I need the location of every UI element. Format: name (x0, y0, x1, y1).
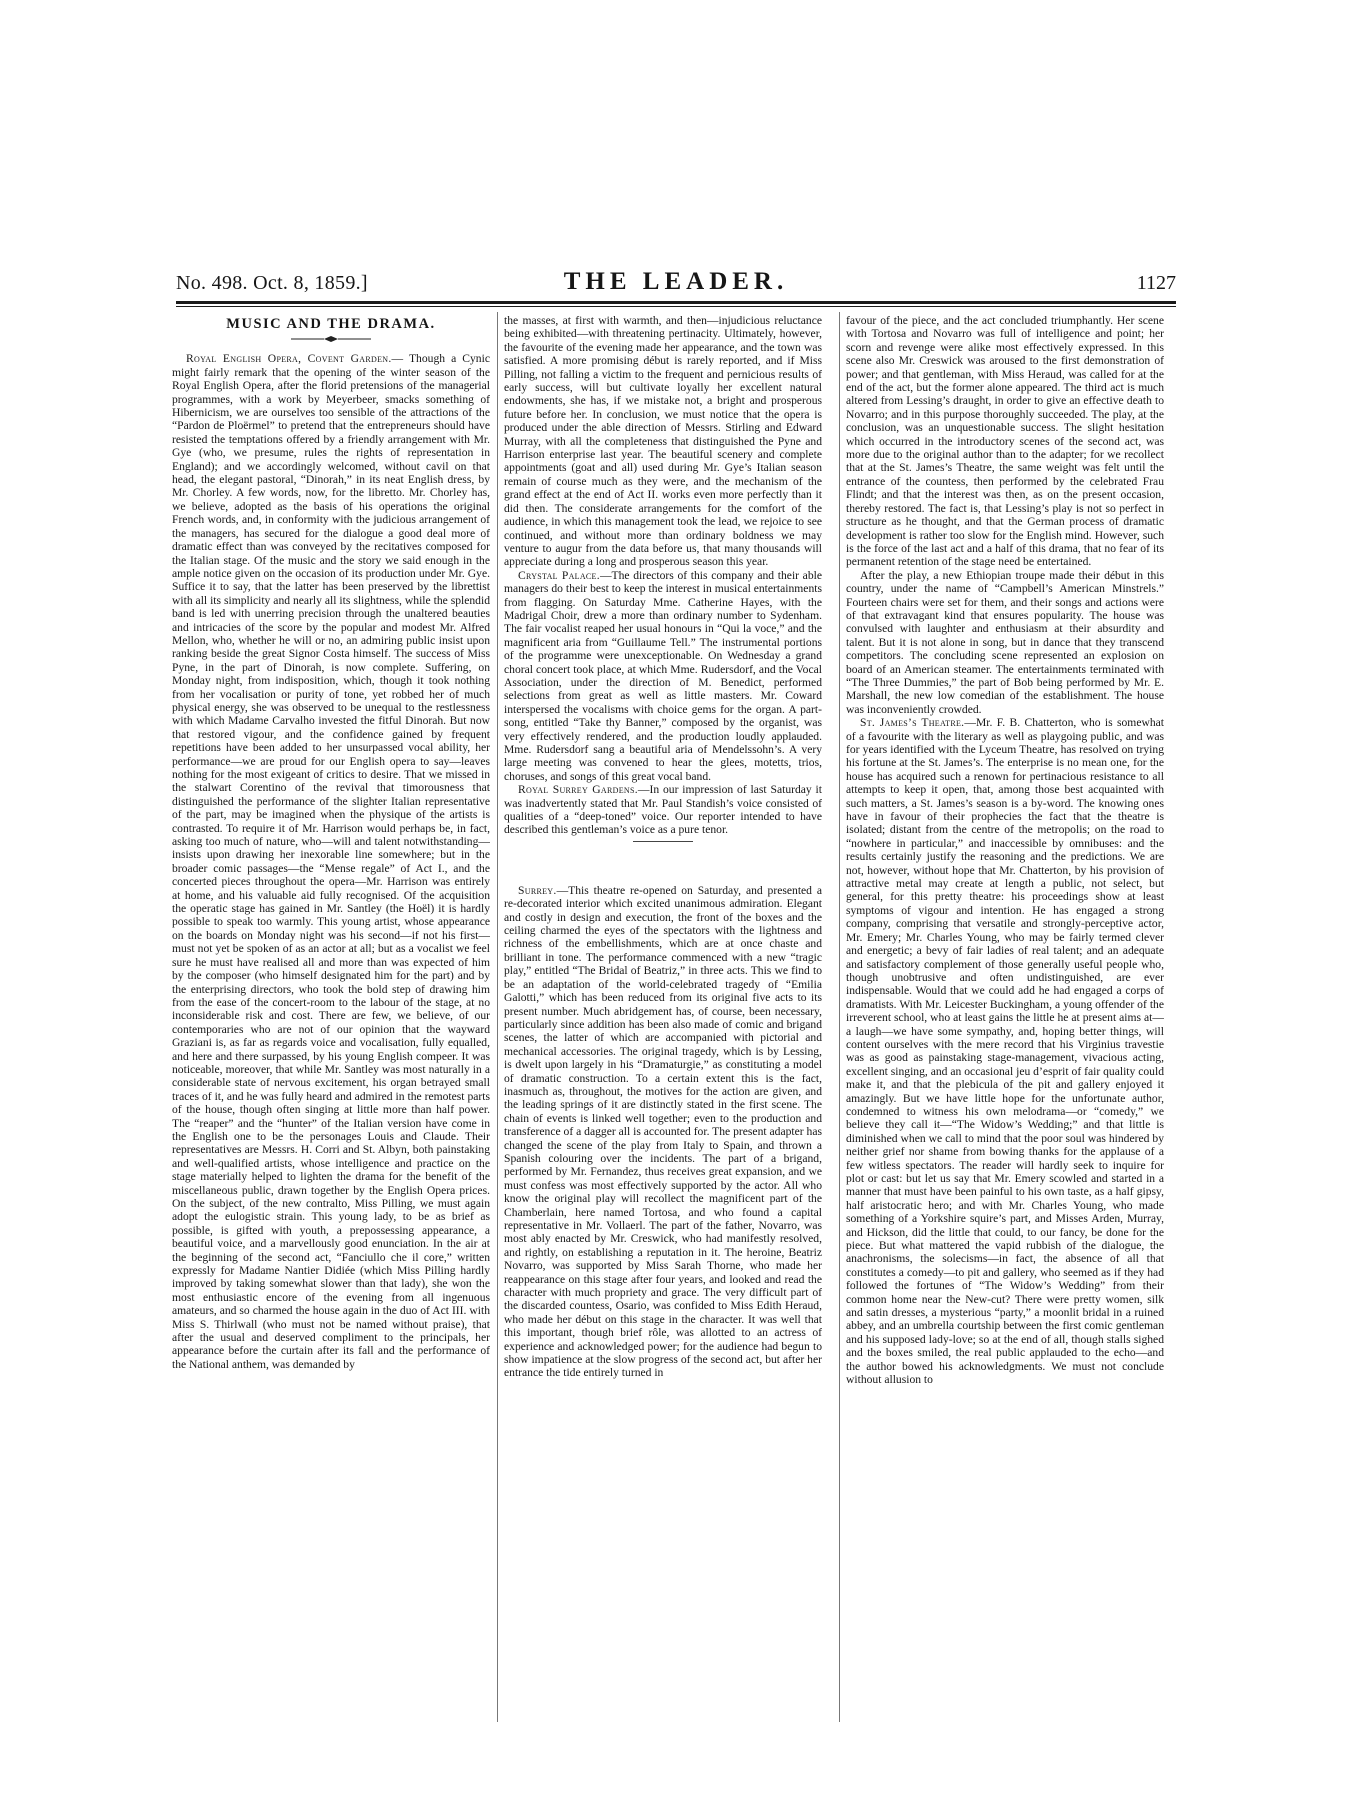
article-paragraph (504, 314, 822, 569)
article-paragraph (846, 716, 1164, 1386)
section-title: MUSIC AND THE DRAMA. (226, 316, 436, 332)
article-paragraph (172, 352, 490, 1371)
article-text: — Though a Cynic might fairly remark that the opening of the winter season of the Royal English Opera, after the florid pretensions of the managerial programmes, with a work by Meyerbeer, smacks something of Hibernicism, we are ourselves too sensible of the attractions of the “Pardon de Ploërmel” to pretend that the entrepreneurs should have resisted the temptations offered by a friendly arrangement with Mr. Gye (who, we presume, rules the rights of representation in England); and we accordingly welcomed, without cavil on that head, the elegant pastoral, “Dinorah,” in its neat English dress, by Mr. Chorley. A few words, now, for the libretto. Mr. Chorley has, we believe, adopted as the basis of his operations the original French words, and, in conformity with the judicious arrangement of the managers, has secured for the dialogue a good deal more of dramatic effect than was conveyed by the recitatives composed for the Italian stage. Of the music and the story we said enough in the ample notice given on the occasion of its production under Mr. Gye. Suffice it to say, that the latter has been preserved by the librettist with all its simplicity and nearly all its slightness, while the splendid band is led with unerring precision through the unaltered beauties and intricacies of the score by the popular and modest Mr. Alfred Mellon, who, whether he will or no, an admiring public insist upon ranking beside the great Signor Costa himself. The success of Miss Pyne, in the part of Dinorah, is now complete. Suffering, on Monday night, from indisposition, which, though it took nothing from her vocalisation or purity of tone, yet robbed her of much physical energy, she was observed to be unequal to the restlessness with which Madame Carvalho invested the fitful Dinorah. But now that restored vigour, and the confidence gained by frequent repetitions have been added to her unsurpassed vocal ability, her performance—we are proud for our English opera to say—leaves nothing for the most exigeant of critics to desire. That we missed in the stalwart Corentino of the revival that timorousness that distinguished the performance of the slighter Italian representative of the part, may be imagined when the physique of the artists is contrasted. To require it of Mr. Harrison would perhaps be, in fact, asking too much of nature, who—will and talent notwithstanding—insists upon drawing her inexorable line somewhere; but in the broader comic passages—the “Mense regale” of Act I., and the concerted pieces throughout the opera—Mr. Harrison was entirely at home, and his valuable aid fully recognised. Of the acquisition the operatic stage has gained in Mr. Santley (the Hoël) it is hardly possible to speak too warmly. This young artist, whose appearance on the boards on Monday night was his second—if not his first—must not yet be spoken of as an actor at all; but as a vocalist we feel sure he must have realised all and more than was expected of him by the composer (who himself designated him for the part) and by the enterprising directors, who took the bold step of drawing him from the ease of the concert-room to the labour of the stage, at no inconsiderable risk and cost. There are few, we believe, of our contemporaries who are not of our opinion that the wayward Graziani is, as far as regards voice and vocalisation, fully equalled, and here and there surpassed, by his young English compeer. It was noticeable, moreover, that while Mr. Santley was most naturally in a considerable state of nervous excitement, his organ betrayed small traces of it, and he was fully heard and admired in the remotest parts of the house, though often singing at little more than half power. The “reaper” and the “hunter” of the Italian version have come in the English one to be the personages Louis and Claude. Their representatives are Messrs. H. Corri and St. Albyn, both painstaking and well-qualified artists, whose intelligence and practice on the stage materially helped to lighten the drama for the benefit of the miscellaneous public, drawn together by the English Opera prices. On the subject, of the new contralto, Miss Pilling, we must again adopt the eulogistic strain. This young lady, to be as brief as possible, is gifted with youth, a prepossessing appearance, a beautiful voice, and a marvellously good enunciation. In the air at the beginning of the second act, “Fanciullo che il core,” written expressly for Madame Nantier Didiée (which Miss Pilling hardly improved by taking somewhat slower than that lady), she won the most enthusiastic encore of the evening from all ingenuous amateurs, and so charmed the house again in the duo of Act III. with Miss S. Thirlwall (who must not be named without praise), that after the usual and deserved compliment to the principals, her appearance before the curtain after its fall and the performance of the National anthem, was demanded by (172, 352, 490, 1371)
article-text: —This theatre re-opened on Saturday, and presented a re-decorated interior which excited unanimous admiration. Elegant and costly in design and execution, the front of the boxes and the ceiling charmed the eyes of the spectators with the lightness and richness of the embellishments, which are at once chaste and brilliant in tone. The performance commenced with a new “tragic play,” entitled “The Bridal of Beatriz,” in three acts. This we find to be an adaptation of the world-celebrated tragedy of “Emilia Galotti,” which has been reduced from its original five acts to its present number. Much abridgement has, of course, been necessary, particularly since addition has been also made of comic and brigand scenes, the latter of which are accompanied with pictorial and mechanical accessories. The original tragedy, which is by Lessing, is dwelt upon largely in his “Dramaturgie,” as constituting a model of dramatic construction. To a certain extent this is the fact, inasmuch as, throughout, the motives for the action are given, and the leading springs of it are distinctly stated in the first scene. The chain of events is linked well together; even to the production and transference of a dagger all is accounted for. The present adapter has changed the scene of the play from Italy to Spain, and thrown a Spanish colouring over the incidents. The part of a brigand, performed by Mr. Fernandez, thus receives great expansion, and we must confess was most effectively supported by the actor. All who know the original play will recollect the magnificent part of the Chamberlain, here named Tortosa, and who found a capital representative in Mr. Vollaerl. The part of the father, Novarro, was most ably enacted by Mr. Creswick, who had manifestly resolved, and rightly, on establishing a reputation in it. The heroine, Beatriz Novarro, was supported by Miss Sarah Thorne, who made her reappearance on this stage after four years, and looked and read the character with much propriety and grace. The very difficult part of the discarded countess, Osario, was confided to Miss Edith Heraud, who made her début on this stage in the character. It was well that this important, though brief rôle, was allotted to an actress of experience and acknowledged power; for the audience had begun to show impatience at the slow progress of the second act, but after her entrance the tide entirely turned in (504, 883, 822, 1380)
page-header (176, 266, 1176, 302)
ornament-icon (291, 335, 371, 343)
article-paragraph (846, 314, 1164, 569)
section-divider (633, 841, 693, 842)
article-paragraph (504, 884, 822, 1380)
article-paragraph (846, 569, 1164, 716)
column-1 (172, 314, 490, 1724)
masthead: THE LEADER. (563, 268, 789, 295)
header-rule-thin (176, 306, 1176, 307)
issue-number: No. 498. (176, 272, 248, 294)
article-text: favour of the piece, and the act concluded triumphantly. Her scene with Tortosa and Novarro was full of intelligence and point; her scorn and revenge were alike most effectively expressed. In this scene also Mr. Creswick was aroused to the first demonstration of power; and that gentleman, with Miss Heraud, was called for at the end of the act, but the former alone appeared. The third act is much altered from Lessing’s draught, in order to give an effective death to Novarro; and in this purpose thoroughly succeeded. The play, at the conclusion, was an unquestionable success. The slight hesitation which occurred in the introductory scenes of the second act, was more due to the original author than to the adapter; for we recollect that at the St. James’s Theatre, the same weight was felt until the entrance of the countess, then performed by the celebrated Frau Flindt; and that the interest was then, as on the present occasion, thereby restored. The fact is, that Lessing’s play is not so perfect in structure as he thought, and that the German process of dramatic development is rather too slow for the English mind. However, such is the force of the last act and a half of this drama, that no fear of its permanent retention of the stage need be entertained. (846, 314, 1164, 569)
article-heading: Crystal Palace. (518, 568, 600, 582)
article-paragraph (504, 569, 822, 784)
article-heading: Surrey. (518, 883, 557, 897)
column-divider (839, 312, 840, 1722)
article-heading: St. James’s Theatre. (860, 716, 965, 730)
article-text: —The directors of this company and their able managers do their best to keep the interest in musical entertainments from flagging. On Saturday Mme. Catherine Hayes, with the Madrigal Choir, drew a more than ordinary number to Sydenham. The fair vocalist reaped her usual honours in “Qui la voce,” and the magnificent aria from “Guillaume Tell.” The instrumental portions of the programme were unexceptionable. On Wednesday a grand choral concert took place, at which Mme. Rudersdorf, and the Vocal Association, under the direction of M. Benedict, performed selections from great as well as little masters. Mr. Coward interspersed the vocalisms with choice gems for the organ. A part-song, entitled “Take thy Banner,” composed by the organist, was very effectively rendered, and the production loudly applauded. Mme. Rudersdorf sang a beautiful aria of Mendelssohn’s. A very large meeting was convened to hear the glees, motetts, trios, choruses, and songs of this great vocal band. (504, 568, 822, 783)
column-2 (504, 314, 822, 1724)
article-heading: Royal Surrey Gardens. (518, 783, 638, 797)
date: Oct. 8, 1859.] (253, 272, 368, 294)
article-text: —Mr. F. B. Chatterton, who is somewhat of a favourite with the literary as well as playgoing public, and was for years identified with the Lyceum Theatre, has resolved on trying his fortune at the St. James’s. The enterprise is no mean one, for the house has acquired such a renown for pertinacious resistance to all attempts to keep it open, that, among those best acquainted with such matters, a St. James’s season is a by-word. The knowing ones have in favour of their prophecies the fact that the theatre is isolated; distant from the centre of the metropolis; on the road to “nowhere in particular,” and inaccessible by omnibuses: and the results certainly justify the reasoning and the predictions. We are not, however, without hope that Mr. Chatterton, by his provision of attractive metal may create at length a public, not select, but general, for this pretty theatre: his proceedings show at least symptoms of vigour and intention. He has engaged a strong company, comprising that versatile and strongly-perceptive actor, Mr. Emery; Mr. Charles Young, who may be fairly termed clever and energetic; a bevy of fair ladies of real talent; and an adequate and satisfactory complement of those generally useful people who, though unobtrusive and often undistinguished, are ever indispensable. Would that we could add he had engaged a corps of dramatists. With Mr. Leicester Buckingham, a young offender of the irreverent school, who at least gains the little he at present aims at—a laugh—we have some sympathy, and, hoping better things, will content ourselves with the mere record that his Virginius travestie was as good as painstaking stage-management, vivacious acting, excellent singing, and an occasional jeu d’esprit of fair quality could make it, and that the plebicula of the pit and gallery enjoyed it amazingly. But we have little hope for the unfortunate author, condemned to witness his own melodrama—or “comedy,” we believe they call it—“The Widow’s Wedding;” and that little is diminished when we call to mind that the poor soul was hindered by neither grief nor shame from bowing thanks for the applause of a few witless spectators. The reader will hardly seek to inquire for plot or cast: but let us say that Mr. Emery scowled and started in a manner that must have been painful to his own taste, as a half gipsy, half aristocratic hero; and with Mr. Charles Young, who made something of a Yorkshire squire’s part, and Misses Arden, Murray, and Hickson, did the little that could, to our fancy, be done for the piece. But what mattered the vapid rubbish of the dialogue, the anachronisms, the solecisms—in fact, the absence of all that constitutes a comedy—to pit and gallery, who seemed as if they had followed the fortunes of “The Widow’s Wedding” from their common home near the New-cut? There were pretty women, silk and satin dresses, a mysterious “party,” a moonlit bridal in a ruined abbey, and an umbrella courtship between the first comic gentleman and his supposed lady-love; so at the end of all, though stalls sighed and the boxes smiled, the real public applauded to the echo—and the author bowed his acknowledgments. We must not conclude without allusion to (846, 716, 1164, 1387)
article-text: After the play, a new Ethiopian troupe made their début in this country, under the name of “Campbell’s American Minstrels.” Fourteen chairs were set for them, and their songs and actions were of that extravagant kind that ensures popularity. The house was convulsed with laughter and enthusiasm at their absurdity and talent. But it is not alone in song, but in dance that they transcend competitors. The concluding scene represented an explosion on board of an American steamer. The entertainments terminated with “The Three Dummies,” the part of Bob being performed by Mr. E. Marshall, the new low comedian of the establishment. The house was inconveniently crowded. (846, 568, 1164, 716)
article-heading: Royal English Opera, Covent Garden. (186, 352, 392, 366)
column-3 (846, 314, 1164, 1724)
spacer (504, 856, 822, 884)
article-paragraph (504, 783, 822, 837)
page-number: 1127 (1136, 272, 1176, 294)
article-text: —In our impression of last Saturday it was inadvertently stated that Mr. Paul Standish’s voice consisted of qualities of a “deep-toned” voice. Our reporter intended to have described this gentleman’s voice as a pure tenor. (504, 783, 822, 837)
column-divider (497, 312, 498, 1722)
article-text: the masses, at first with warmth, and then—injudicious reluctance being exhibited—with threatening pertinacity. Ultimately, however, the favourite of the evening made her appearance, and the town was satisfied. A more promising début is rarely reported, and if Miss Pilling, not falling a victim to the frequent and pernicious results of early success, will but cultivate loyally her excellent natural endowments, she has, if we mistake not, a bright and prosperous future before her. In conclusion, we must notice that the opera is produced under the able direction of Messrs. Stirling and Edward Murray, with all the completeness that distinguished the Pyne and Harrison enterprise last year. The beautiful scenery and complete appointments (goat and all) used during Mr. Gye’s Italian season remain of course much as they were, and the mechanism of the grand effect at the end of Act II. works even more perfectly than it did then. The considerate arrangements for the comfort of the audience, in which this management took the lead, we rejoice to see continued, and without more than ordinary boldness we may venture to augur from the data before us, that many thousands will appreciate during a long and prosperous season this year. (504, 314, 822, 569)
ornament-divider (172, 333, 490, 343)
header-rule (176, 301, 1176, 304)
